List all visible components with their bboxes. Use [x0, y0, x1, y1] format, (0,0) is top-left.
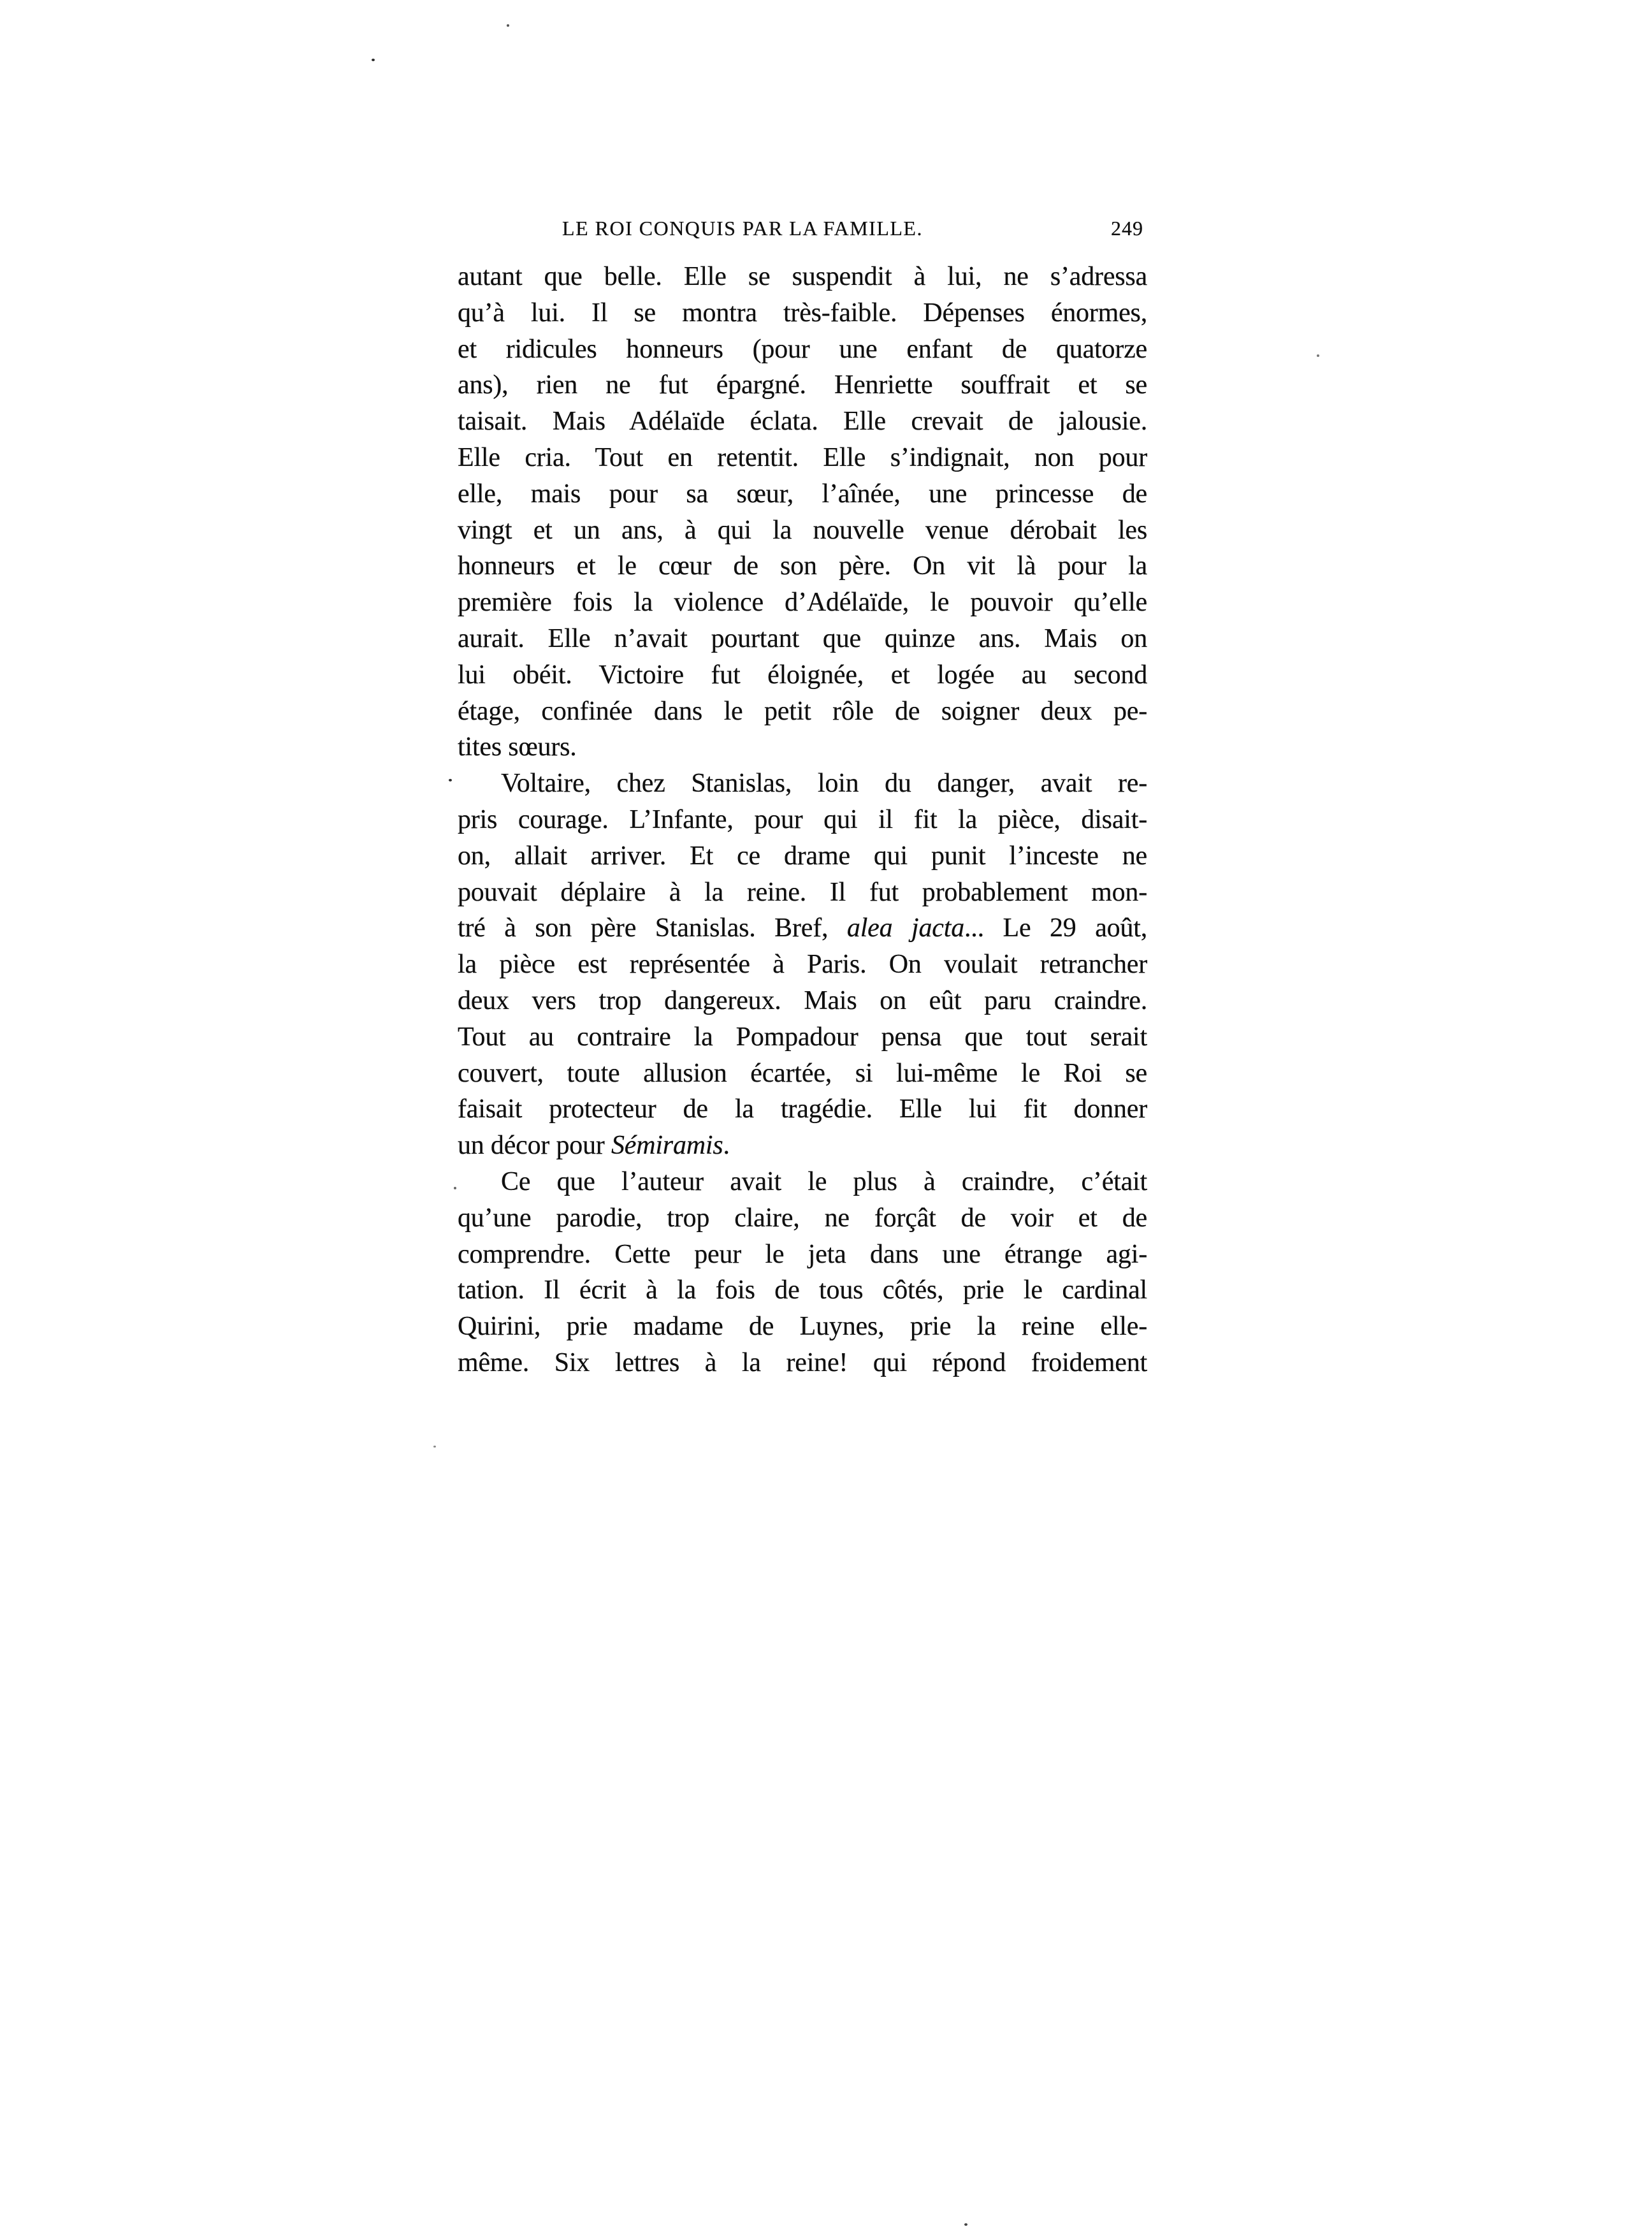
text-segment: faisait protecteur de la tragédie. Elle lui fit donner — [458, 1094, 1147, 1124]
italic-phrase: Sémiramis — [611, 1131, 723, 1161]
text-segment: . — [723, 1131, 730, 1161]
text-line — [458, 512, 1147, 549]
text-line — [458, 1056, 1147, 1092]
text-segment: Ce que l’auteur avait le plus à craindre, c’était — [501, 1166, 1147, 1196]
text-segment: et ridicules honneurs (pour une enfant de quatorze — [458, 334, 1147, 364]
text-segment: qu’à lui. Il se montra très-faible. Dépenses énormes, — [458, 298, 1147, 328]
text-segment: on, allait arriver. Et ce drame qui punit l’inceste ne — [458, 841, 1147, 871]
text-line — [458, 1091, 1147, 1128]
paragraph — [458, 259, 1147, 766]
text-line — [458, 476, 1147, 512]
text-line — [458, 838, 1147, 875]
text-segment: la pièce est représentée à Paris. On voulait retrancher — [458, 950, 1147, 980]
text-segment: taisait. Mais Adélaïde éclata. Elle crevait de jalousie. — [458, 407, 1147, 437]
text-line — [458, 331, 1147, 368]
text-segment: lui obéit. Victoire fut éloignée, et logée au second — [458, 660, 1147, 690]
chapter-title: LE ROI CONQUIS PAR LA FAMILLE. — [562, 217, 923, 240]
text-segment: un décor pour — [458, 1131, 611, 1161]
text-line — [458, 403, 1147, 440]
text-line — [458, 1272, 1147, 1309]
scan-speck — [454, 1187, 456, 1189]
text-segment: deux vers trop dangereux. Mais on eût paru craindre. — [458, 985, 1147, 1015]
text-segment: qu’une parodie, trop claire, ne forçât de voir et de — [458, 1203, 1147, 1233]
text-line — [458, 259, 1147, 295]
scan-speck — [964, 2223, 967, 2226]
scan-speck — [433, 1446, 436, 1448]
text-segment: même. Six lettres à la reine! qui répond froidement — [458, 1347, 1147, 1377]
text-line — [458, 910, 1147, 947]
text-line — [458, 1345, 1147, 1381]
paragraph — [458, 766, 1147, 1164]
text-line — [458, 295, 1147, 331]
text-line — [458, 729, 1147, 766]
scan-speck — [1317, 354, 1319, 357]
text-segment: aurait. Elle n’avait pourtant que quinze ans. Mais on — [458, 623, 1147, 653]
text-line — [458, 657, 1147, 693]
text-segment: elle, mais pour sa sœur, l’aînée, une princesse de — [458, 479, 1147, 509]
text-segment: pris courage. L’Infante, pour qui il fit la pièce, disait- — [458, 804, 1147, 834]
page-number: 249 — [1111, 217, 1143, 240]
text-segment: tré à son père Stanislas. Bref, — [458, 913, 847, 943]
italic-phrase: alea jacta — [846, 913, 964, 943]
text-line — [458, 1309, 1147, 1345]
text-block — [458, 259, 1147, 1381]
running-head — [460, 214, 1147, 242]
scan-speck — [507, 24, 509, 27]
text-line — [458, 1200, 1147, 1237]
text-segment: honneurs et le cœur de son père. On vit là pour la — [458, 551, 1147, 581]
text-segment: comprendre. Cette peur le jeta dans une étrange agi- — [458, 1239, 1147, 1269]
text-segment: tation. Il écrit à la fois de tous côtés, prie le cardinal — [458, 1275, 1147, 1305]
text-segment: pouvait déplaire à la reine. Il fut probablement mon- — [458, 877, 1147, 907]
paragraph — [458, 1164, 1147, 1381]
scan-speck — [449, 779, 452, 781]
text-line — [458, 1237, 1147, 1273]
text-segment: première fois la violence d’Adélaïde, le pouvoir qu’elle — [458, 588, 1147, 618]
text-segment: étage, confinée dans le petit rôle de soigner deux pe- — [458, 696, 1147, 726]
text-segment: ans), rien ne fut épargné. Henriette souffrait et se — [458, 370, 1147, 400]
text-line — [458, 1128, 1147, 1164]
text-segment: Voltaire, chez Stanislas, loin du danger, avait re- — [501, 769, 1147, 799]
text-line — [458, 621, 1147, 657]
text-segment: Elle cria. Tout en retentit. Elle s’indignait, non pour — [458, 442, 1147, 472]
text-segment: couvert, toute allusion écartée, si lui-même le Roi se — [458, 1058, 1147, 1088]
text-line — [458, 1164, 1147, 1200]
text-line — [458, 693, 1147, 730]
text-line — [458, 802, 1147, 838]
text-line — [458, 983, 1147, 1019]
text-line — [458, 584, 1147, 621]
text-segment: vingt et un ans, à qui la nouvelle venue dérobait les — [458, 515, 1147, 545]
scan-speck — [372, 59, 375, 61]
text-segment: ... Le 29 août, — [964, 913, 1147, 943]
text-line — [458, 367, 1147, 403]
text-line — [458, 1019, 1147, 1056]
text-line — [458, 875, 1147, 911]
text-line — [458, 548, 1147, 584]
text-line — [458, 440, 1147, 476]
text-segment: autant que belle. Elle se suspendit à lui, ne s’adressa — [458, 262, 1147, 291]
text-segment: Tout au contraire la Pompadour pensa que tout serait — [458, 1022, 1147, 1052]
text-line — [458, 947, 1147, 983]
text-segment: Quirini, prie madame de Luynes, prie la reine elle- — [458, 1312, 1147, 1342]
text-line — [458, 766, 1147, 802]
text-segment: tites sœurs. — [458, 732, 577, 762]
